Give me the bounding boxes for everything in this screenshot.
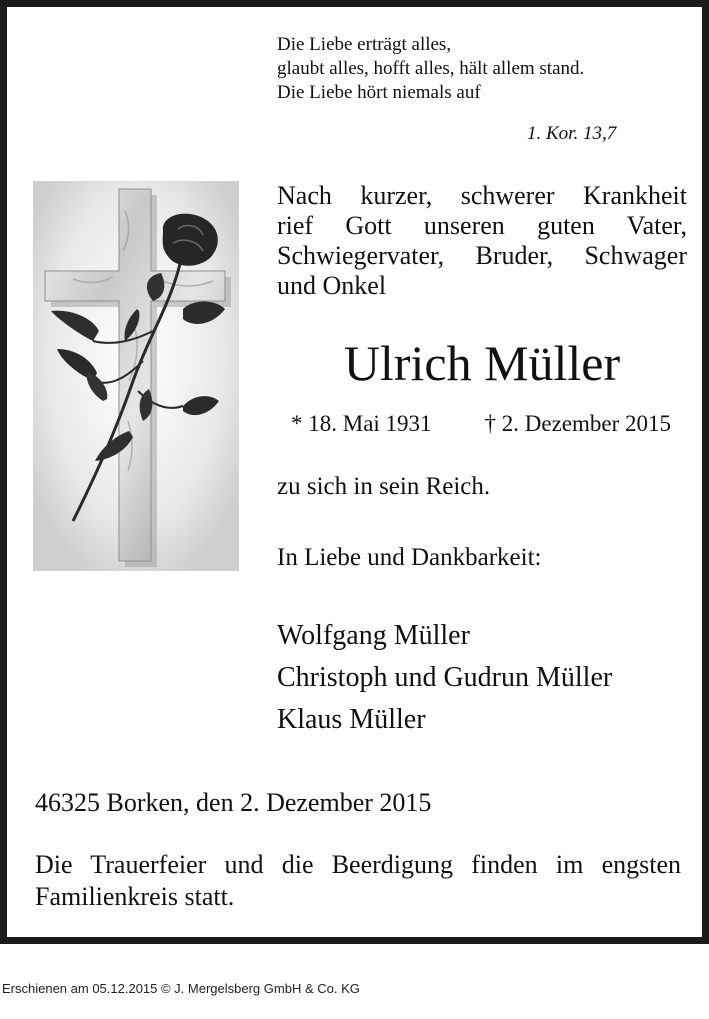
ceremony-line: Familienkreis statt. bbox=[35, 882, 235, 911]
death-date: † 2. Dezember 2015 bbox=[484, 411, 671, 436]
publication-footer: Erschienen am 05.12.2015 © J. Mergelsberg GmbH & Co. KG bbox=[2, 981, 360, 996]
bible-quote bbox=[277, 33, 677, 105]
mourner-name: Klaus Müller bbox=[277, 704, 426, 735]
mourners-list bbox=[277, 615, 612, 741]
intro-line: rief Gott unseren guten Vater, bbox=[277, 211, 687, 240]
ceremony-line: Die Trauerfeier und die Beerdigung finden im engsten bbox=[35, 850, 681, 879]
ceremony-text bbox=[35, 849, 681, 913]
place-date: 46325 Borken, den 2. Dezember 2015 bbox=[35, 788, 432, 817]
quote-line: Die Liebe erträgt alles, bbox=[277, 34, 452, 55]
deceased-name: Ulrich Müller bbox=[343, 335, 621, 391]
dank-text: In Liebe und Dankbarkeit: bbox=[277, 544, 542, 571]
intro-text bbox=[277, 181, 687, 301]
reich-text: zu sich in sein Reich. bbox=[277, 473, 491, 500]
life-dates bbox=[291, 409, 671, 439]
intro-line: und Onkel bbox=[277, 271, 387, 300]
birth-date: * 18. Mai 1931 bbox=[291, 411, 432, 436]
cross-with-rose-icon bbox=[33, 181, 239, 571]
quote-reference: 1. Kor. 13,7 bbox=[527, 123, 617, 144]
mourner-name: Wolfgang Müller bbox=[277, 620, 470, 651]
intro-line: Nach kurzer, schwerer Krankheit bbox=[277, 181, 687, 210]
mourner-name: Christoph und Gudrun Müller bbox=[277, 662, 613, 693]
quote-line: Die Liebe hört niemals auf bbox=[277, 82, 481, 103]
intro-line: Schwiegervater, Bruder, Schwager bbox=[277, 241, 687, 270]
quote-line: glaubt alles, hofft alles, hält allem stand. bbox=[277, 58, 585, 79]
